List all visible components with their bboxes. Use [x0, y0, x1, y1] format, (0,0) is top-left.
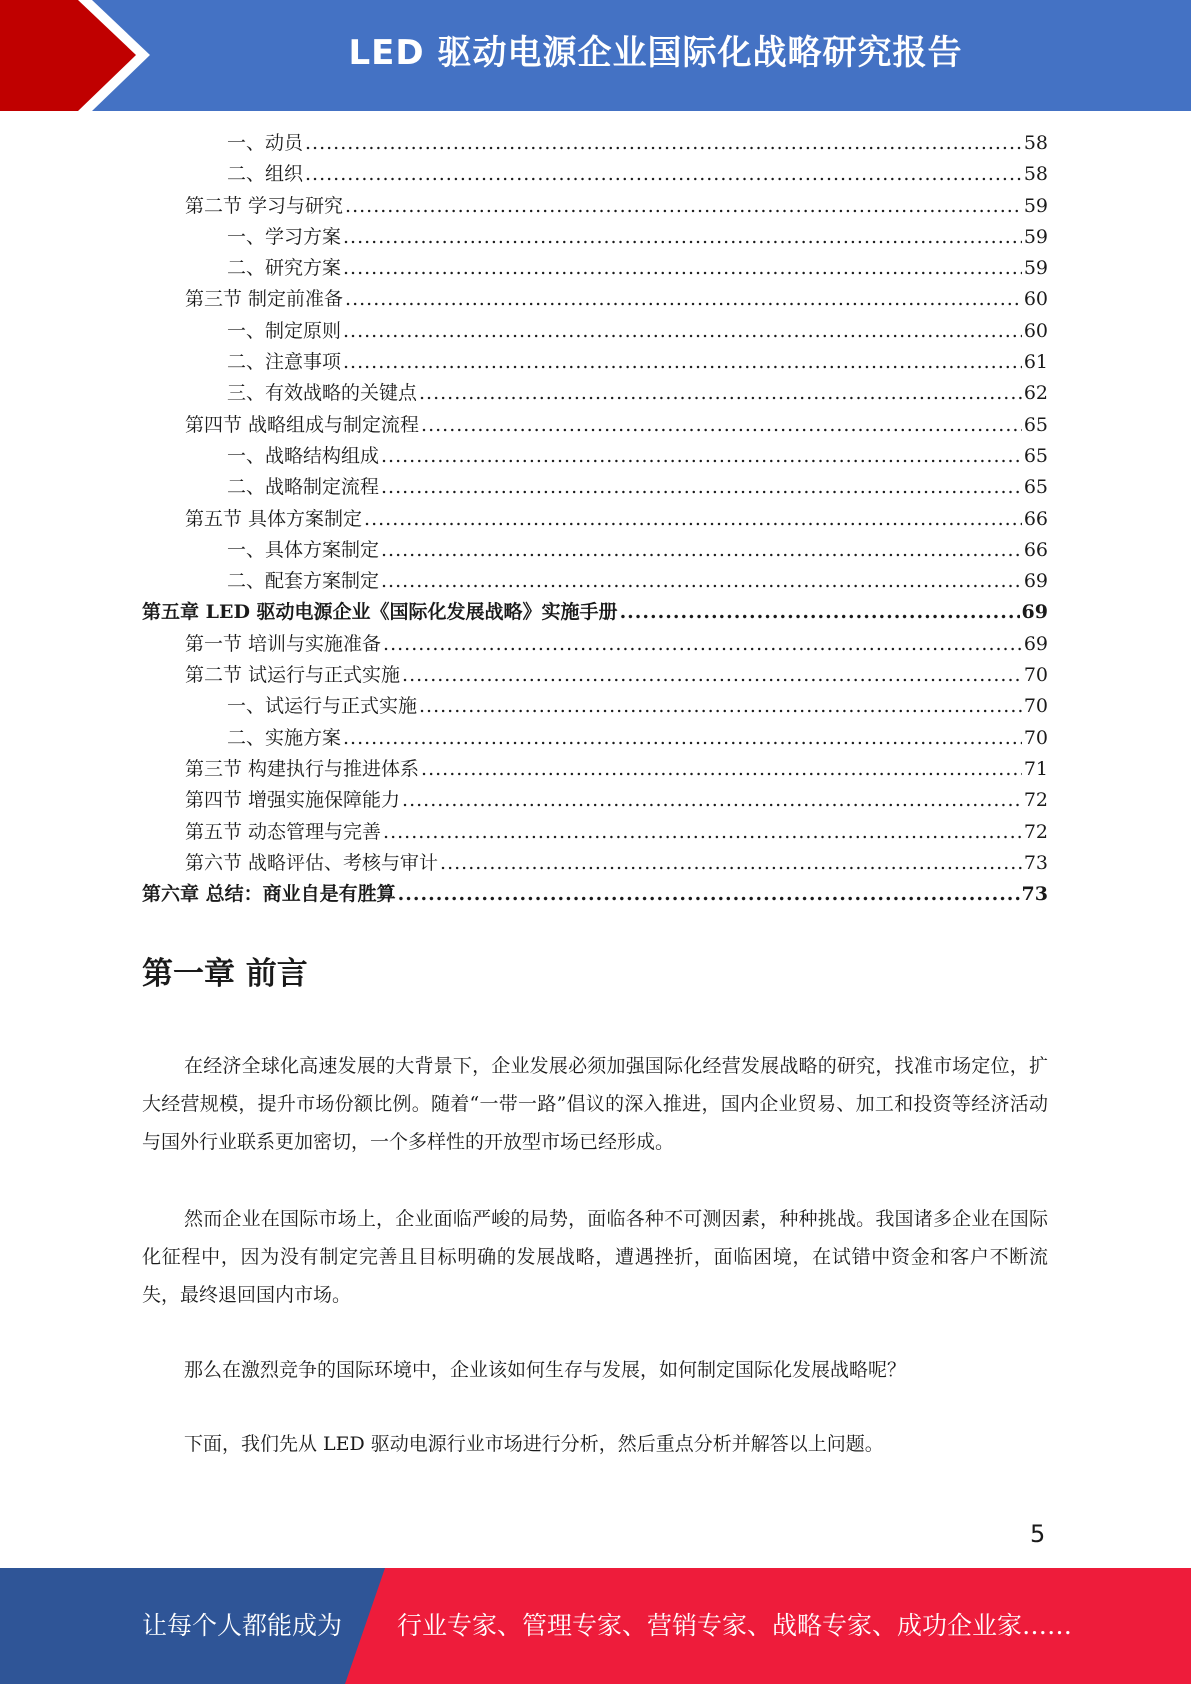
toc-entry-label: 第四节 增强实施保障能力: [185, 789, 401, 812]
toc-entry-label: 第三节 构建执行与推进体系: [185, 757, 420, 780]
toc-entry-label: 二、研究方案: [227, 257, 342, 280]
toc-leader-dots: [345, 284, 1022, 315]
toc-entry-label: 一、试运行与正式实施: [227, 695, 418, 718]
toc-entry[interactable]: [142, 222, 1048, 253]
toc-entry[interactable]: [142, 191, 1048, 222]
toc-entry-label: 一、动员: [227, 132, 304, 154]
toc-entry[interactable]: [142, 504, 1048, 535]
toc-entry[interactable]: [142, 410, 1048, 441]
toc-entry-page: 69: [1023, 632, 1048, 655]
page-footer: [0, 1568, 1191, 1684]
toc-entry-label: 一、具体方案制定: [227, 538, 380, 561]
toc-entry-label: 第五章 LED 驱动电源企业《国际化发展战略》实施手册: [142, 601, 618, 624]
toc-entry-page: 60: [1023, 288, 1048, 311]
toc-entry-page: 72: [1023, 789, 1048, 812]
toc-entry-page: 70: [1023, 664, 1048, 687]
toc-leader-dots: [381, 472, 1022, 503]
toc-leader-dots: [381, 441, 1022, 472]
paragraph-1: 在经济全球化高速发展的大背景下，企业发展必须加强国际化经营发展战略的研究，找准市场定位，扩大经营规模，提升市场份额比例。随着“一带一路”倡议的深入推进，国内企业贸易、加工和投资等经济活动与国外行业联系更加密切，一个多样性的开放型市场已经形成。: [142, 1055, 1048, 1153]
paragraph-4: 下面，我们先从 LED 驱动电源行业市场进行分析，然后重点分析并解答以上问题。: [184, 1433, 884, 1455]
chapter-title: 第一章 前言: [142, 956, 308, 992]
toc-leader-dots: [440, 848, 1022, 879]
toc-entry[interactable]: [142, 754, 1048, 785]
toc-leader-dots: [620, 597, 1020, 628]
toc-entry-page: 60: [1023, 319, 1048, 342]
toc-entry-page: 58: [1023, 132, 1048, 154]
toc-entry[interactable]: [142, 566, 1048, 597]
toc-entry[interactable]: [142, 629, 1048, 660]
toc-entry[interactable]: [142, 378, 1048, 409]
toc-entry-label: 一、制定原则: [227, 319, 342, 342]
toc-entry-label: 二、实施方案: [227, 726, 342, 749]
toc-entry-page: 66: [1023, 507, 1048, 530]
toc-entry-page: 71: [1023, 757, 1048, 780]
toc-leader-dots: [343, 316, 1022, 347]
toc-entry[interactable]: [142, 159, 1048, 190]
toc-leader-dots: [419, 378, 1022, 409]
toc-entry[interactable]: [142, 128, 1048, 159]
toc-entry[interactable]: [142, 723, 1048, 754]
toc-leader-dots: [343, 253, 1022, 284]
toc-leader-dots: [364, 504, 1022, 535]
toc-entry[interactable]: [142, 785, 1048, 816]
toc-entry[interactable]: [142, 848, 1048, 879]
toc-entry-page: 69: [1021, 601, 1048, 624]
toc-entry-label: 第三节 制定前准备: [185, 288, 344, 311]
toc-entry-page: 62: [1023, 382, 1048, 405]
toc-entry[interactable]: [142, 284, 1048, 315]
page-header: [0, 0, 1191, 111]
toc-entry-label: 第二节 试运行与正式实施: [185, 664, 401, 687]
toc-entry-page: 58: [1023, 163, 1048, 186]
footer-slogan-left: 让每个人都能成为: [142, 1611, 343, 1640]
report-title: LED 驱动电源企业国际化战略研究报告: [348, 33, 963, 73]
toc-entry-page: 73: [1023, 851, 1048, 874]
toc-entry-page: 65: [1023, 476, 1048, 499]
toc-entry-label: 一、学习方案: [227, 225, 342, 248]
toc-entry-page: 66: [1023, 538, 1048, 561]
toc-leader-dots: [398, 879, 1020, 910]
toc-entry-page: 70: [1023, 695, 1048, 718]
toc-entry-page: 69: [1023, 570, 1048, 593]
toc-leader-dots: [305, 128, 1022, 159]
toc-leader-dots: [402, 785, 1022, 816]
toc-entry[interactable]: [142, 660, 1048, 691]
toc-entry-label: 二、组织: [227, 163, 304, 186]
toc-entry-label: 第四节 战略组成与制定流程: [185, 413, 420, 436]
toc-entry[interactable]: [142, 441, 1048, 472]
toc-entry-label: 第五节 动态管理与完善: [185, 820, 382, 843]
toc-leader-dots: [305, 159, 1022, 190]
toc-entry[interactable]: [142, 316, 1048, 347]
toc-leader-dots: [343, 222, 1022, 253]
toc-leader-dots: [381, 535, 1022, 566]
toc-entry-page: 59: [1023, 225, 1048, 248]
toc-leader-dots: [381, 566, 1022, 597]
toc-entry-page: 70: [1023, 726, 1048, 749]
toc-leader-dots: [383, 629, 1022, 660]
toc-entry-label: 二、战略制定流程: [227, 476, 380, 499]
toc-entry[interactable]: [142, 535, 1048, 566]
footer-slogan-right: 行业专家、管理专家、营销专家、战略专家、成功企业家……: [397, 1611, 1073, 1640]
toc-entry-label: 三、有效战略的关键点: [227, 382, 418, 405]
toc-leader-dots: [383, 817, 1022, 848]
toc-entry[interactable]: [142, 879, 1048, 910]
page-number: 5: [1030, 1520, 1046, 1548]
toc-entry-label: 第六章 总结：商业自是有胜算: [142, 883, 396, 906]
toc-entry[interactable]: [142, 347, 1048, 378]
toc-leader-dots: [421, 410, 1022, 441]
toc-entry-page: 73: [1021, 883, 1048, 906]
toc-leader-dots: [343, 723, 1022, 754]
toc-leader-dots: [343, 347, 1022, 378]
toc-entry[interactable]: [142, 472, 1048, 503]
toc-entry-label: 第一节 培训与实施准备: [185, 632, 382, 655]
paragraph-3: 那么在激烈竞争的国际环境中，企业该如何生存与发展，如何制定国际化发展战略呢？: [184, 1359, 907, 1381]
toc-entry-page: 59: [1023, 257, 1048, 280]
toc-entry-page: 72: [1023, 820, 1048, 843]
toc-leader-dots: [419, 691, 1022, 722]
toc-entry[interactable]: [142, 817, 1048, 848]
table-of-contents: [142, 128, 1048, 910]
toc-leader-dots: [402, 660, 1022, 691]
toc-entry-label: 第五节 具体方案制定: [185, 507, 363, 530]
toc-entry[interactable]: [142, 253, 1048, 284]
toc-entry-page: 59: [1023, 194, 1048, 217]
toc-entry-label: 一、战略结构组成: [227, 444, 380, 467]
toc-entry-label: 二、注意事项: [227, 351, 342, 374]
toc-entry-page: 65: [1023, 444, 1048, 467]
toc-entry-label: 第二节 学习与研究: [185, 194, 344, 217]
toc-entry-page: 61: [1023, 351, 1048, 374]
toc-entry-label: 二、配套方案制定: [227, 570, 380, 593]
toc-entry-label: 第六节 战略评估、考核与审计: [185, 851, 439, 874]
toc-entry[interactable]: [142, 597, 1048, 628]
toc-entry[interactable]: [142, 691, 1048, 722]
toc-entry-page: 65: [1023, 413, 1048, 436]
toc-leader-dots: [345, 191, 1022, 222]
toc-leader-dots: [421, 754, 1022, 785]
paragraph-2: 然而企业在国际市场上，企业面临严峻的局势，面临各种不可测因素，种种挑战。我国诸多企业在国际化征程中，因为没有制定完善且目标明确的发展战略，遭遇挫折，面临困境，在试错中资金和客户不断流失，最终退回国内市场。: [142, 1208, 1048, 1306]
